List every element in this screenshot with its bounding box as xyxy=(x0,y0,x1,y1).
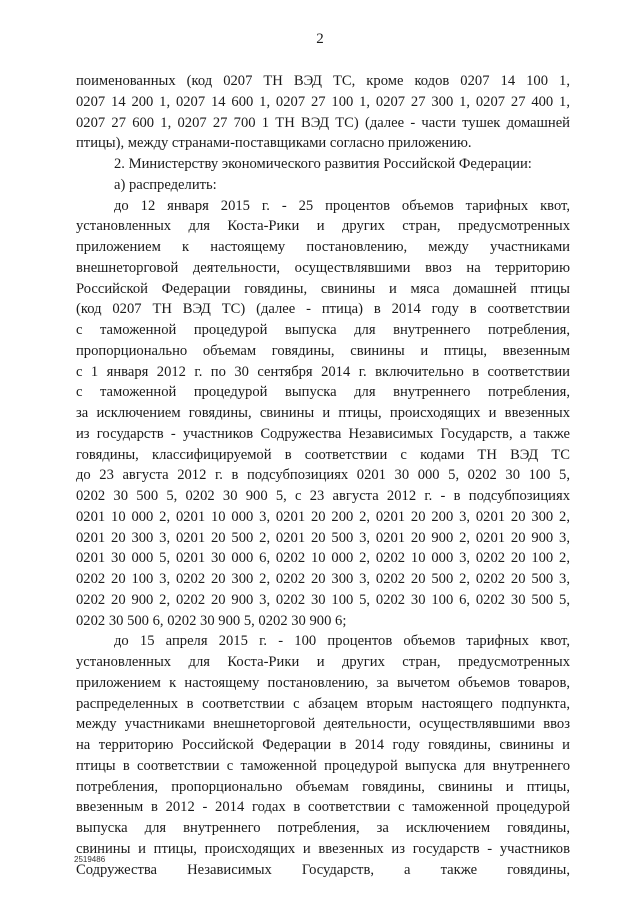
document-code: 2519486 xyxy=(74,855,106,864)
text-line: из государств - участников Содружества Независимых Государств, а также xyxy=(76,425,570,442)
text-line: Российской Федерации говядины, свинины и мяса домашней птицы xyxy=(76,280,570,297)
text-line: потребления, пропорционально объемам говядины, свинины и птицы, xyxy=(76,778,570,795)
text-line: 0202 20 100 3, 0202 20 300 2, 0202 20 300 3, 0202 20 500 2, 0202 20 500 3, xyxy=(76,571,570,587)
text-line: 0201 10 000 2, 0201 10 000 3, 0201 20 200 2, 0201 20 200 3, 0201 20 300 2, xyxy=(76,508,570,525)
text-line: 0202 30 500 5, 0202 30 900 5, с 23 августа 2012 г. - в подсубпозициях xyxy=(76,488,570,504)
text-line: поименованных (код 0207 ТН ВЭД ТС, кроме кодов 0207 14 100 1, xyxy=(76,73,570,89)
text-line: а) распределить: xyxy=(114,176,217,193)
text-line: приложением к настоящему постановлению, за вычетом объемов товаров, xyxy=(76,674,570,691)
text-line: установленных для Коста-Рики и других стран, предусмотренных xyxy=(76,218,570,235)
text-line: с таможенной процедурой выпуска для внутреннего потребления, xyxy=(76,384,570,401)
text-line: между участниками внешнеторговой деятельности, осуществлявшими ввоз xyxy=(76,716,570,733)
text-line: распределенных в соответствии с абзацем вторым настоящего подпункта, xyxy=(76,695,570,712)
text-line: свинины и птицы, происходящих и ввезенных из государств - участников xyxy=(76,840,570,857)
text-line: 0202 20 900 2, 0202 20 900 3, 0202 30 100 5, 0202 30 100 6, 0202 30 500 5, xyxy=(76,591,570,608)
text-line: приложением к настоящему постановлению, между участниками xyxy=(76,239,570,255)
text-line: до 15 апреля 2015 г. - 100 процентов объемов тарифных квот, xyxy=(114,633,570,650)
text-line: установленных для Коста-Рики и других стран, предусмотренных xyxy=(76,654,570,670)
text-line: внешнеторговой деятельности, осуществлявшими ввоз на территорию xyxy=(76,259,570,276)
text-line: Содружества Независимых Государств, а также говядины, xyxy=(76,861,570,878)
text-line: ввезенным в 2012 - 2014 годах в соответствии с таможенной процедурой xyxy=(76,799,570,816)
text-line: с 1 января 2012 г. по 30 сентября 2014 г. включительно в соответствии xyxy=(76,363,570,380)
document-body xyxy=(76,71,570,880)
text-line: 0201 20 300 3, 0201 20 500 2, 0201 20 500 3, 0201 20 900 2, 0201 20 900 3, xyxy=(76,529,570,546)
text-line: (код 0207 ТН ВЭД ТС) (далее - птица) в 2014 году в соответствии xyxy=(76,301,570,318)
text-line: выпуска для внутреннего потребления, за исключением говядины, xyxy=(76,820,570,836)
text-line: до 23 августа 2012 г. в подсубпозициях 0201 30 000 5, 0202 30 100 5, xyxy=(76,467,570,484)
text-line: говядины, классифицируемой в соответствии с кодами ТН ВЭД ТС xyxy=(76,446,570,463)
text-line: 0202 30 500 6, 0202 30 900 5, 0202 30 900 6; xyxy=(76,612,347,629)
text-line: птицы в соответствии с таможенной процедурой выпуска для внутреннего xyxy=(76,757,570,774)
text-line: 0207 27 600 1, 0207 27 700 1 ТН ВЭД ТС) (далее - части тушек домашней xyxy=(76,114,570,131)
text-line: за исключением говядины, свинины и птицы, происходящих и ввезенных xyxy=(76,405,570,421)
text-line: 0201 30 000 5, 0201 30 000 6, 0202 10 000 2, 0202 10 000 3, 0202 20 100 2, xyxy=(76,550,570,567)
text-line: птицы), между странами-поставщиками согласно приложению. xyxy=(76,135,472,152)
text-line: с таможенной процедурой выпуска для внутреннего потребления, xyxy=(76,322,570,338)
text-line: 0207 14 200 1, 0207 14 600 1, 0207 27 100 1, 0207 27 300 1, 0207 27 400 1, xyxy=(76,93,570,110)
text-line: 2. Министерству экономического развития Российской Федерации: xyxy=(114,156,532,172)
text-line: на территорию Российской Федерации в 2014 году говядины, свинины и xyxy=(76,737,570,753)
text-line: пропорционально объемам говядины, свинины и птицы, ввезенным xyxy=(76,342,570,359)
page-number: 2 xyxy=(316,31,324,47)
text-line: до 12 января 2015 г. - 25 процентов объемов тарифных квот, xyxy=(114,197,570,214)
